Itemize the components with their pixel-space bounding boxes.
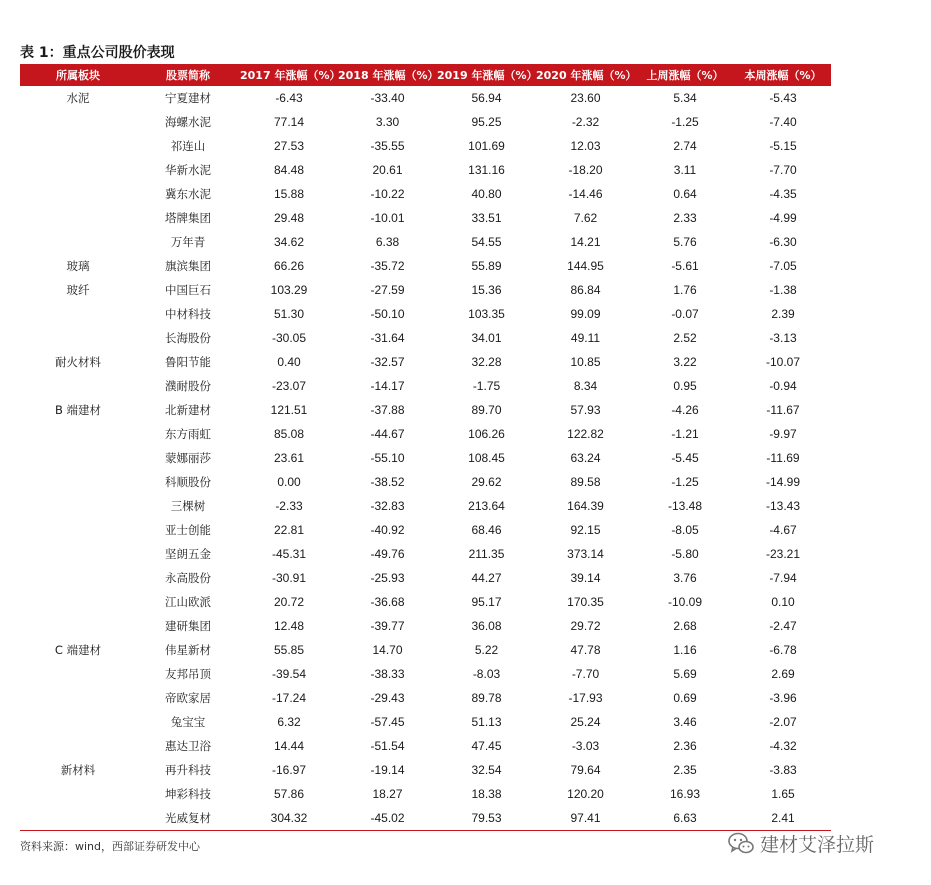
value-cell: 2.36 — [673, 739, 697, 753]
sector-cell — [20, 518, 136, 542]
value-cell: 25.24 — [570, 715, 601, 729]
stock-name-cell: 东方雨虹 — [165, 427, 211, 441]
value-cell: -4.67 — [769, 523, 797, 537]
value-cell: -1.38 — [769, 283, 797, 297]
value-cell: -1.25 — [671, 475, 699, 489]
sector-cell — [20, 542, 136, 566]
table-row — [20, 614, 831, 638]
value-cell: 56.94 — [471, 91, 502, 105]
stock-name-cell: 海螺水泥 — [165, 115, 211, 129]
table-row — [20, 350, 831, 374]
table-row — [20, 110, 831, 134]
value-cell: -31.64 — [370, 331, 405, 345]
value-cell: 27.53 — [273, 139, 305, 153]
value-cell: 0.69 — [673, 691, 697, 705]
stock-name-cell: 再升科技 — [165, 763, 211, 777]
value-cell: 34.62 — [273, 235, 305, 249]
value-cell: -5.45 — [671, 451, 699, 465]
table-row — [20, 806, 831, 830]
value-cell: 14.70 — [372, 643, 403, 657]
value-cell: 40.80 — [471, 187, 502, 201]
value-cell: -8.03 — [472, 667, 501, 681]
value-cell: 32.54 — [471, 763, 502, 777]
value-cell: -9.97 — [769, 427, 797, 441]
value-cell: 34.01 — [471, 331, 502, 345]
value-cell: 170.35 — [567, 595, 604, 609]
stock-name-cell: 濮耐股份 — [165, 379, 211, 393]
value-cell: 131.16 — [468, 163, 505, 177]
value-cell: 97.41 — [536, 806, 635, 830]
value-cell: -3.83 — [769, 763, 797, 777]
stock-name-cell: 塔牌集团 — [165, 211, 211, 225]
sector-cell — [20, 734, 136, 758]
value-cell: -2.32 — [571, 115, 600, 129]
value-cell: 373.14 — [567, 547, 604, 561]
value-cell: -7.40 — [769, 115, 797, 129]
column-header: 所属板块 — [56, 69, 100, 82]
table-row — [20, 302, 831, 326]
table-row — [20, 470, 831, 494]
table-row — [20, 182, 831, 206]
stock-name-cell: 中材科技 — [165, 307, 211, 321]
value-cell: -35.72 — [370, 259, 405, 273]
value-cell: 2.39 — [771, 307, 795, 321]
value-cell: 2.68 — [673, 619, 697, 633]
value-cell: -13.43 — [765, 499, 801, 513]
sector-cell: C 端建材 — [54, 643, 102, 657]
value-cell: 95.25 — [471, 115, 502, 129]
value-cell: 57.86 — [273, 787, 305, 801]
column-header: 股票简称 — [166, 69, 210, 82]
table-row — [20, 662, 831, 686]
value-cell: -7.70 — [571, 667, 600, 681]
sector-cell — [20, 494, 136, 518]
table-row — [20, 398, 831, 422]
sector-cell — [20, 710, 136, 734]
value-cell: -10.09 — [667, 595, 703, 609]
value-cell: -51.54 — [370, 739, 405, 753]
value-cell: 89.58 — [570, 475, 601, 489]
value-cell: -3.96 — [769, 691, 797, 705]
stock-name-cell: 鲁阳节能 — [165, 355, 211, 369]
value-cell: 103.35 — [468, 307, 505, 321]
table-row — [20, 638, 831, 662]
table-header-row — [20, 64, 831, 86]
value-cell: 3.22 — [673, 355, 697, 369]
value-cell: 0.64 — [673, 187, 697, 201]
sector-cell — [20, 782, 136, 806]
sector-cell — [20, 686, 136, 710]
value-cell: -17.93 — [568, 691, 603, 705]
value-cell: 5.34 — [673, 91, 697, 105]
value-cell: 14.44 — [273, 739, 305, 753]
stock-performance-table — [20, 64, 831, 831]
sector-cell — [20, 230, 136, 254]
table-row — [20, 254, 831, 278]
stock-name-cell: 建研集团 — [165, 619, 211, 633]
value-cell: -17.24 — [271, 691, 307, 705]
value-cell: -2.33 — [275, 499, 303, 513]
value-cell: 44.27 — [471, 571, 502, 585]
stock-name-cell: 科顺股份 — [165, 475, 211, 489]
value-cell: 95.17 — [471, 595, 502, 609]
wechat-icon — [726, 828, 756, 858]
value-cell: -32.57 — [370, 355, 405, 369]
stock-name-cell: 宁夏建材 — [165, 91, 211, 105]
value-cell: -36.68 — [370, 595, 405, 609]
value-cell: 54.55 — [471, 235, 502, 249]
value-cell: 18.38 — [471, 787, 502, 801]
value-cell: -5.80 — [671, 547, 699, 561]
value-cell: -49.76 — [370, 547, 405, 561]
value-cell: 20.72 — [273, 595, 305, 609]
value-cell: -1.21 — [671, 427, 699, 441]
value-cell: -14.46 — [568, 187, 603, 201]
value-cell: 12.03 — [570, 139, 601, 153]
value-cell: 36.08 — [471, 619, 502, 633]
column-header: 2019 年涨幅（%） — [437, 69, 538, 82]
sector-cell: B 端建材 — [54, 403, 102, 417]
value-cell: 55.85 — [273, 643, 305, 657]
value-cell: 1.76 — [673, 283, 697, 297]
value-cell: 99.09 — [570, 307, 601, 321]
value-cell: -11.69 — [766, 451, 800, 465]
value-cell: 103.29 — [270, 283, 308, 297]
value-cell: -7.94 — [769, 571, 797, 585]
stock-name-cell: 三棵树 — [170, 499, 206, 513]
table-row — [20, 326, 831, 350]
value-cell: 55.89 — [471, 259, 502, 273]
value-cell: 49.11 — [570, 331, 601, 345]
column-header: 2018 年涨幅（%） — [338, 69, 439, 82]
value-cell: -14.99 — [765, 475, 801, 489]
value-cell: 304.32 — [240, 806, 338, 830]
stock-name-cell: 北新建材 — [165, 403, 211, 417]
value-cell: -1.25 — [671, 115, 699, 129]
value-cell: -57.45 — [370, 715, 405, 729]
table-row — [20, 206, 831, 230]
value-cell: 79.64 — [570, 763, 601, 777]
value-cell: -0.94 — [769, 379, 797, 393]
stock-name-cell: 帝欧家居 — [165, 691, 211, 705]
value-cell: 23.60 — [570, 91, 601, 105]
watermark — [726, 828, 874, 858]
sector-cell: 水泥 — [66, 91, 90, 105]
value-cell: -2.07 — [769, 715, 797, 729]
value-cell: -18.20 — [568, 163, 603, 177]
value-cell: -33.40 — [370, 91, 405, 105]
value-cell: -6.30 — [769, 235, 797, 249]
stock-name-cell: 亚士创能 — [165, 523, 211, 537]
value-cell: 89.78 — [471, 691, 502, 705]
value-cell: 3.11 — [673, 163, 697, 177]
stock-name-cell: 旗滨集团 — [165, 259, 211, 273]
value-cell: 84.48 — [273, 163, 305, 177]
value-cell: -44.67 — [370, 427, 405, 441]
source-note: 资料来源：wind，西部证券研发中心 — [20, 840, 201, 853]
value-cell: -38.52 — [370, 475, 405, 489]
stock-name-cell: 冀东水泥 — [165, 187, 211, 201]
value-cell: -55.10 — [370, 451, 405, 465]
value-cell: -7.05 — [769, 259, 797, 273]
table-row — [20, 230, 831, 254]
value-cell: 1.16 — [673, 643, 697, 657]
value-cell: 22.81 — [273, 523, 305, 537]
value-cell: -30.91 — [271, 571, 307, 585]
value-cell: 5.76 — [673, 235, 697, 249]
sector-cell — [20, 662, 136, 686]
value-cell: -3.13 — [769, 331, 797, 345]
value-cell: 32.28 — [471, 355, 502, 369]
value-cell: -39.77 — [370, 619, 405, 633]
value-cell: 23.61 — [273, 451, 305, 465]
value-cell: -23.07 — [271, 379, 307, 393]
table-row — [20, 446, 831, 470]
sector-cell — [20, 110, 136, 134]
stock-name-cell: 兔宝宝 — [170, 715, 206, 729]
value-cell: 101.69 — [468, 139, 505, 153]
value-cell: -5.43 — [769, 91, 797, 105]
value-cell: -45.31 — [271, 547, 307, 561]
stock-name-cell: 惠达卫浴 — [165, 739, 211, 753]
value-cell: -6.78 — [769, 643, 797, 657]
value-cell: 29.72 — [570, 619, 601, 633]
value-cell: -6.43 — [275, 91, 303, 105]
sector-cell — [20, 806, 136, 830]
value-cell: 0.00 — [277, 475, 301, 489]
value-cell: -5.15 — [769, 139, 797, 153]
stock-name-cell: 永高股份 — [165, 571, 211, 585]
table-row — [20, 710, 831, 734]
value-cell: 12.48 — [273, 619, 305, 633]
value-cell: -30.05 — [271, 331, 307, 345]
value-cell: -4.99 — [769, 211, 797, 225]
value-cell: -45.02 — [338, 806, 437, 830]
value-cell: -8.05 — [671, 523, 699, 537]
value-cell: -29.43 — [370, 691, 405, 705]
value-cell: 108.45 — [468, 451, 505, 465]
sector-cell — [20, 326, 136, 350]
value-cell: 47.78 — [570, 643, 601, 657]
sector-cell: 玻纤 — [66, 283, 90, 297]
watermark-text: 建材艾泽拉斯 — [760, 833, 875, 856]
value-cell: -23.21 — [765, 547, 801, 561]
value-cell: 3.76 — [673, 571, 697, 585]
sector-cell — [20, 590, 136, 614]
stock-name-cell: 华新水泥 — [165, 163, 211, 177]
table-row — [20, 782, 831, 806]
value-cell: 29.62 — [471, 475, 502, 489]
value-cell: -4.26 — [671, 403, 699, 417]
value-cell: 16.93 — [669, 787, 701, 801]
table-row — [20, 374, 831, 398]
table-row — [20, 590, 831, 614]
value-cell: 211.35 — [468, 547, 505, 561]
value-cell: 121.51 — [270, 403, 308, 417]
value-cell: -4.35 — [769, 187, 797, 201]
table-row — [20, 86, 831, 110]
column-header: 本周涨幅（%） — [744, 69, 822, 82]
value-cell: 57.93 — [570, 403, 601, 417]
value-cell: 20.61 — [372, 163, 403, 177]
stock-name-cell: 万年青 — [170, 235, 206, 249]
value-cell: 85.08 — [273, 427, 305, 441]
table-caption: 表 1：重点公司股价表现 — [20, 45, 175, 61]
value-cell: 3.46 — [673, 715, 697, 729]
value-cell: 15.88 — [273, 187, 305, 201]
value-cell: 213.64 — [468, 499, 505, 513]
value-cell: -35.55 — [370, 139, 405, 153]
value-cell: 3.30 — [375, 115, 400, 129]
sector-cell — [20, 182, 136, 206]
value-cell: 79.53 — [437, 806, 536, 830]
table-row — [20, 494, 831, 518]
sector-cell — [20, 302, 136, 326]
sector-cell — [20, 446, 136, 470]
value-cell: 5.22 — [474, 643, 499, 657]
value-cell: 51.13 — [471, 715, 502, 729]
sector-cell — [20, 422, 136, 446]
value-cell: 68.46 — [471, 523, 502, 537]
table-row — [20, 158, 831, 182]
value-cell: 39.14 — [570, 571, 601, 585]
table-row — [20, 542, 831, 566]
value-cell: 122.82 — [567, 427, 604, 441]
stock-name-cell: 中国巨石 — [165, 283, 211, 297]
value-cell: 5.69 — [673, 667, 697, 681]
stock-name-cell: 伟星新材 — [165, 643, 211, 657]
sector-cell — [20, 614, 136, 638]
value-cell: -13.48 — [667, 499, 703, 513]
column-header: 上周涨幅（%） — [646, 69, 724, 82]
sector-cell — [20, 134, 136, 158]
value-cell: -10.07 — [765, 355, 801, 369]
value-cell: -11.67 — [766, 403, 800, 417]
value-cell: 7.62 — [573, 211, 598, 225]
column-header: 2017 年涨幅（%） — [240, 69, 341, 82]
value-cell: -39.54 — [271, 667, 307, 681]
value-cell: 47.45 — [471, 739, 502, 753]
value-cell: -25.93 — [370, 571, 405, 585]
value-cell: -50.10 — [370, 307, 405, 321]
column-header: 2020 年涨幅（%） — [536, 69, 637, 82]
value-cell: -10.01 — [370, 211, 405, 225]
table-row — [20, 518, 831, 542]
value-cell: 15.36 — [471, 283, 502, 297]
sector-cell — [20, 470, 136, 494]
value-cell: 33.51 — [471, 211, 502, 225]
value-cell: 29.48 — [273, 211, 305, 225]
value-cell: -1.75 — [472, 379, 501, 393]
value-cell: 164.39 — [567, 499, 604, 513]
value-cell: 2.33 — [673, 211, 697, 225]
sector-cell — [20, 374, 136, 398]
value-cell: 8.34 — [573, 379, 598, 393]
table-row — [20, 734, 831, 758]
value-cell: 77.14 — [273, 115, 305, 129]
value-cell: -16.97 — [271, 763, 307, 777]
value-cell: -40.92 — [370, 523, 405, 537]
value-cell: 6.32 — [277, 715, 301, 729]
table-row — [20, 134, 831, 158]
value-cell: 106.26 — [468, 427, 505, 441]
table-body — [20, 86, 831, 830]
sector-cell: 新材料 — [60, 763, 96, 777]
stock-performance-table-wrap — [20, 64, 831, 831]
value-cell: -2.47 — [769, 619, 797, 633]
value-cell: -0.07 — [671, 307, 699, 321]
value-cell: -37.88 — [370, 403, 405, 417]
sector-cell — [20, 566, 136, 590]
value-cell: 51.30 — [273, 307, 305, 321]
value-cell: 0.10 — [771, 595, 795, 609]
value-cell: 66.26 — [273, 259, 305, 273]
value-cell: 6.38 — [375, 235, 400, 249]
stock-name-cell: 坚朗五金 — [165, 547, 211, 561]
table-row — [20, 422, 831, 446]
value-cell: 2.35 — [673, 763, 697, 777]
value-cell: 1.65 — [771, 787, 795, 801]
value-cell: -4.32 — [769, 739, 797, 753]
stock-name-cell: 坤彩科技 — [165, 787, 211, 801]
value-cell: -19.14 — [370, 763, 405, 777]
value-cell: -27.59 — [370, 283, 405, 297]
value-cell: -32.83 — [370, 499, 405, 513]
value-cell: 18.27 — [372, 787, 403, 801]
sector-cell — [20, 158, 136, 182]
value-cell: -3.03 — [571, 739, 600, 753]
value-cell: 89.70 — [471, 403, 502, 417]
value-cell: 14.21 — [570, 235, 601, 249]
value-cell: 2.41 — [735, 806, 831, 830]
value-cell: 2.52 — [673, 331, 697, 345]
value-cell: 86.84 — [570, 283, 601, 297]
value-cell: -14.17 — [370, 379, 405, 393]
value-cell: -38.33 — [370, 667, 405, 681]
value-cell: 144.95 — [567, 259, 604, 273]
table-row — [20, 278, 831, 302]
sector-cell: 玻璃 — [66, 259, 90, 273]
value-cell: 120.20 — [567, 787, 604, 801]
value-cell: 0.95 — [673, 379, 697, 393]
value-cell: 2.69 — [771, 667, 795, 681]
stock-name-cell: 江山欧派 — [165, 595, 211, 609]
stock-name-cell: 祁连山 — [170, 139, 206, 153]
value-cell: -7.70 — [769, 163, 797, 177]
table-row — [20, 566, 831, 590]
stock-name-cell: 友邦吊顶 — [165, 667, 211, 681]
stock-name-cell: 蒙娜丽莎 — [165, 451, 211, 465]
sector-cell: 耐火材料 — [55, 355, 101, 369]
stock-name-cell: 光威复材 — [136, 806, 240, 830]
value-cell: 63.24 — [570, 451, 601, 465]
sector-cell — [20, 206, 136, 230]
table-row — [20, 686, 831, 710]
value-cell: -5.61 — [671, 259, 699, 273]
value-cell: 6.63 — [635, 806, 735, 830]
value-cell: 10.85 — [570, 355, 601, 369]
value-cell: 2.74 — [673, 139, 697, 153]
table-row — [20, 758, 831, 782]
stock-name-cell: 长海股份 — [165, 331, 211, 345]
value-cell: -10.22 — [370, 187, 405, 201]
value-cell: 0.40 — [277, 355, 301, 369]
value-cell: 92.15 — [570, 523, 601, 537]
